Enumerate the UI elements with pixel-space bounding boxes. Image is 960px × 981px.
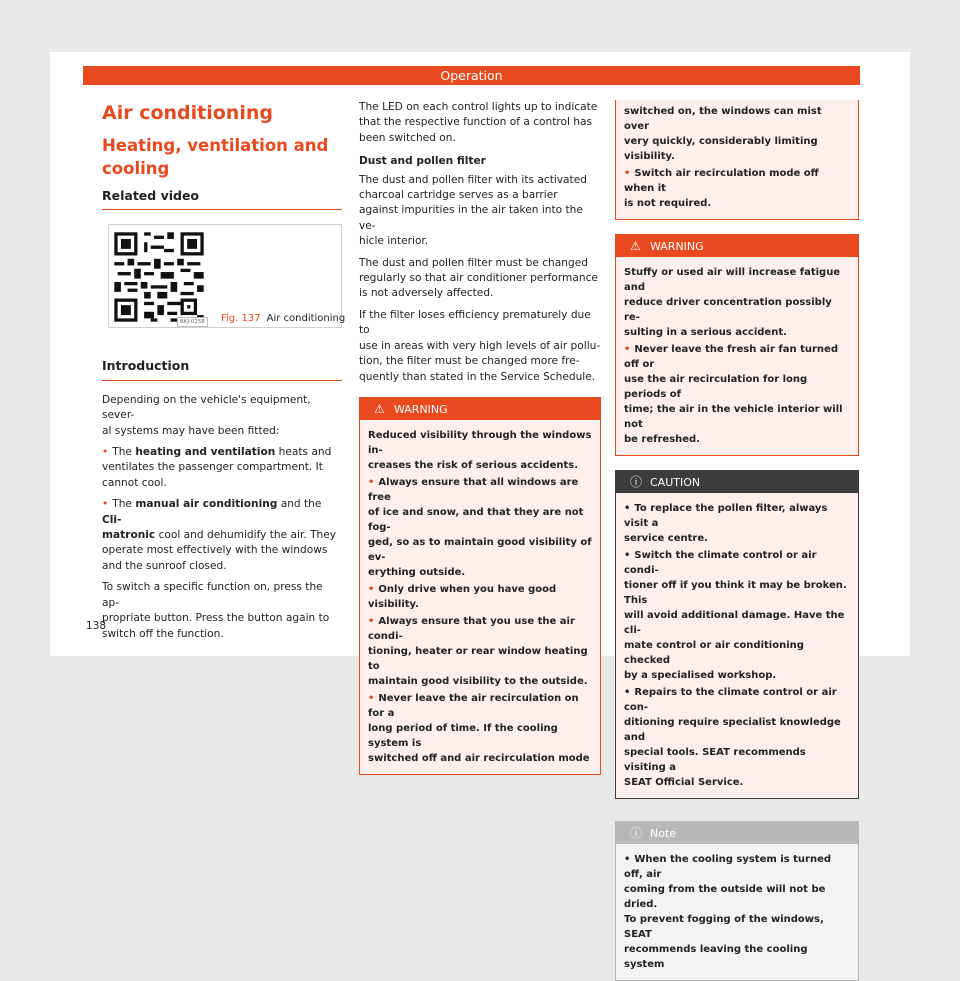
figure-137 — [108, 224, 346, 328]
warning-box: ⚠ WARNING Stuffy or used air will increase fatigue and reduce driver concentration possibly re- sulting in a serious accident. • Never leave the fresh air fan turned off or use the air recirculation for long periods of time; the air in the vehicle interior will not be refreshed. — [615, 234, 859, 456]
list-item: • Switch air recirculation mode off when it is not required. — [624, 168, 819, 209]
figure-code: BKJ-0258 — [177, 317, 208, 327]
note-box — [615, 821, 859, 981]
warning-triangle-icon: ⚠ — [630, 239, 641, 253]
warning-box-continued: switched on, the windows can mist over very quickly, considerably limiting visibility. • Switch air recirculation mode off when it is not required. — [615, 100, 859, 220]
section-title: Heating, ventilation and cooling — [102, 136, 329, 178]
related-video-heading: Related video — [102, 188, 342, 210]
page-title: Air conditioning — [102, 102, 273, 124]
chapter-header: Operation — [83, 66, 860, 85]
list-item: • Never leave the air recirculation on for a long period of time. If the cooling system is switched off and air recirculation mode — [368, 692, 590, 764]
column-1 — [102, 100, 346, 642]
paragraph: If the filter loses efficiency prematurely due to use in areas with very high levels of air pollu- tion, the filter must be changed more fre- quently than stated in the Service Schedule. — [359, 308, 601, 383]
caution-box — [615, 470, 859, 799]
column-3 — [615, 100, 859, 981]
filter-subheading: Dust and pollen filter — [359, 155, 486, 168]
list-item: • Never leave the fresh air fan turned off or use the air recirculation for long periods of time; the air in the vehicle interior will not be refreshed. — [624, 344, 843, 445]
introduction-heading: Introduction — [102, 358, 342, 380]
info-icon: ⓘ — [630, 826, 643, 840]
column-2 — [359, 100, 601, 775]
list-item: • Only drive when you have good visibility. — [368, 583, 557, 610]
warning-box: ⚠ WARNING Reduced visibility through the windows in- creases the risk of serious accidents. • Always ensure that all windows are free of ice and snow, and that they are not fog- ged, so as to maintain good visibility of ev- erything outside. • Only drive when you have good visibility. • Always ensure that you use the air condi- tioning, heater or rear window heating to maintain good visibility to the outside. • Never leave the air recirculation on for a long period of time. If the cooling system is switched off and air recirculation mode — [359, 397, 601, 775]
list-item: • To replace the pollen filter, always visit a service centre. — [624, 503, 828, 544]
note-header: ⓘ Note — [616, 822, 858, 844]
list-item: • The heating and ventilation heats and ventilates the passenger compartment. It cannot cool. — [102, 446, 332, 489]
list-item: • Repairs to the climate control or air con- ditioning require specialist knowledge and special tools. SEAT recommends visiting a SEAT Official Service. — [624, 687, 841, 788]
warning-header: ⚠ WARNING — [360, 398, 600, 420]
list-item: • When the cooling system is turned off, air coming from the outside will not be dried. To prevent fogging of the windows, SEAT recommends leaving the cooling system — [624, 854, 832, 970]
paragraph: The dust and pollen filter must be changed regularly so that air conditioner performance is not adversely affected. — [359, 256, 598, 300]
paragraph: To switch a specific function on, press the ap- propriate button. Press the button again to switch off the function. — [102, 581, 330, 640]
caution-circle-icon: ⓘ — [630, 475, 643, 489]
warning-triangle-icon: ⚠ — [374, 401, 385, 416]
intro-paragraph: Depending on the vehicle's equipment, sever- al systems may have been fitted: — [102, 393, 311, 437]
figure-caption: Fig. 137 Air conditioning — [221, 313, 346, 325]
list-item: • Switch the climate control or air condi- tioner off if you think it may be broken. This will avoid additional damage. Have the cli- mate control or air conditioning checked by a specialised workshop. — [624, 550, 847, 681]
page-number: 138 — [86, 620, 107, 632]
warning-header: ⚠ WARNING — [616, 235, 858, 257]
paragraph: The LED on each control lights up to indicate that the respective function of a control has been switched on. — [359, 101, 598, 144]
paragraph: The dust and pollen filter with its activated charcoal cartridge serves as a barrier against impurities in the air taken into the ve- hicle interior. — [359, 173, 587, 248]
list-item: • Always ensure that all windows are free of ice and snow, and that they are not fog- ged, so as to maintain good visibility of ev- erything outside. — [368, 476, 592, 578]
caution-header: ⓘ CAUTION — [616, 471, 858, 493]
qr-code-icon — [111, 229, 207, 325]
list-item: • Always ensure that you use the air condi- tioning, heater or rear window heating to maintain good visibility to the outside. — [368, 615, 588, 687]
list-item: • The manual air conditioning and the Cli- matronic cool and dehumidify the air. They operate most effectively with the windows and the sunroof closed. — [102, 498, 337, 572]
